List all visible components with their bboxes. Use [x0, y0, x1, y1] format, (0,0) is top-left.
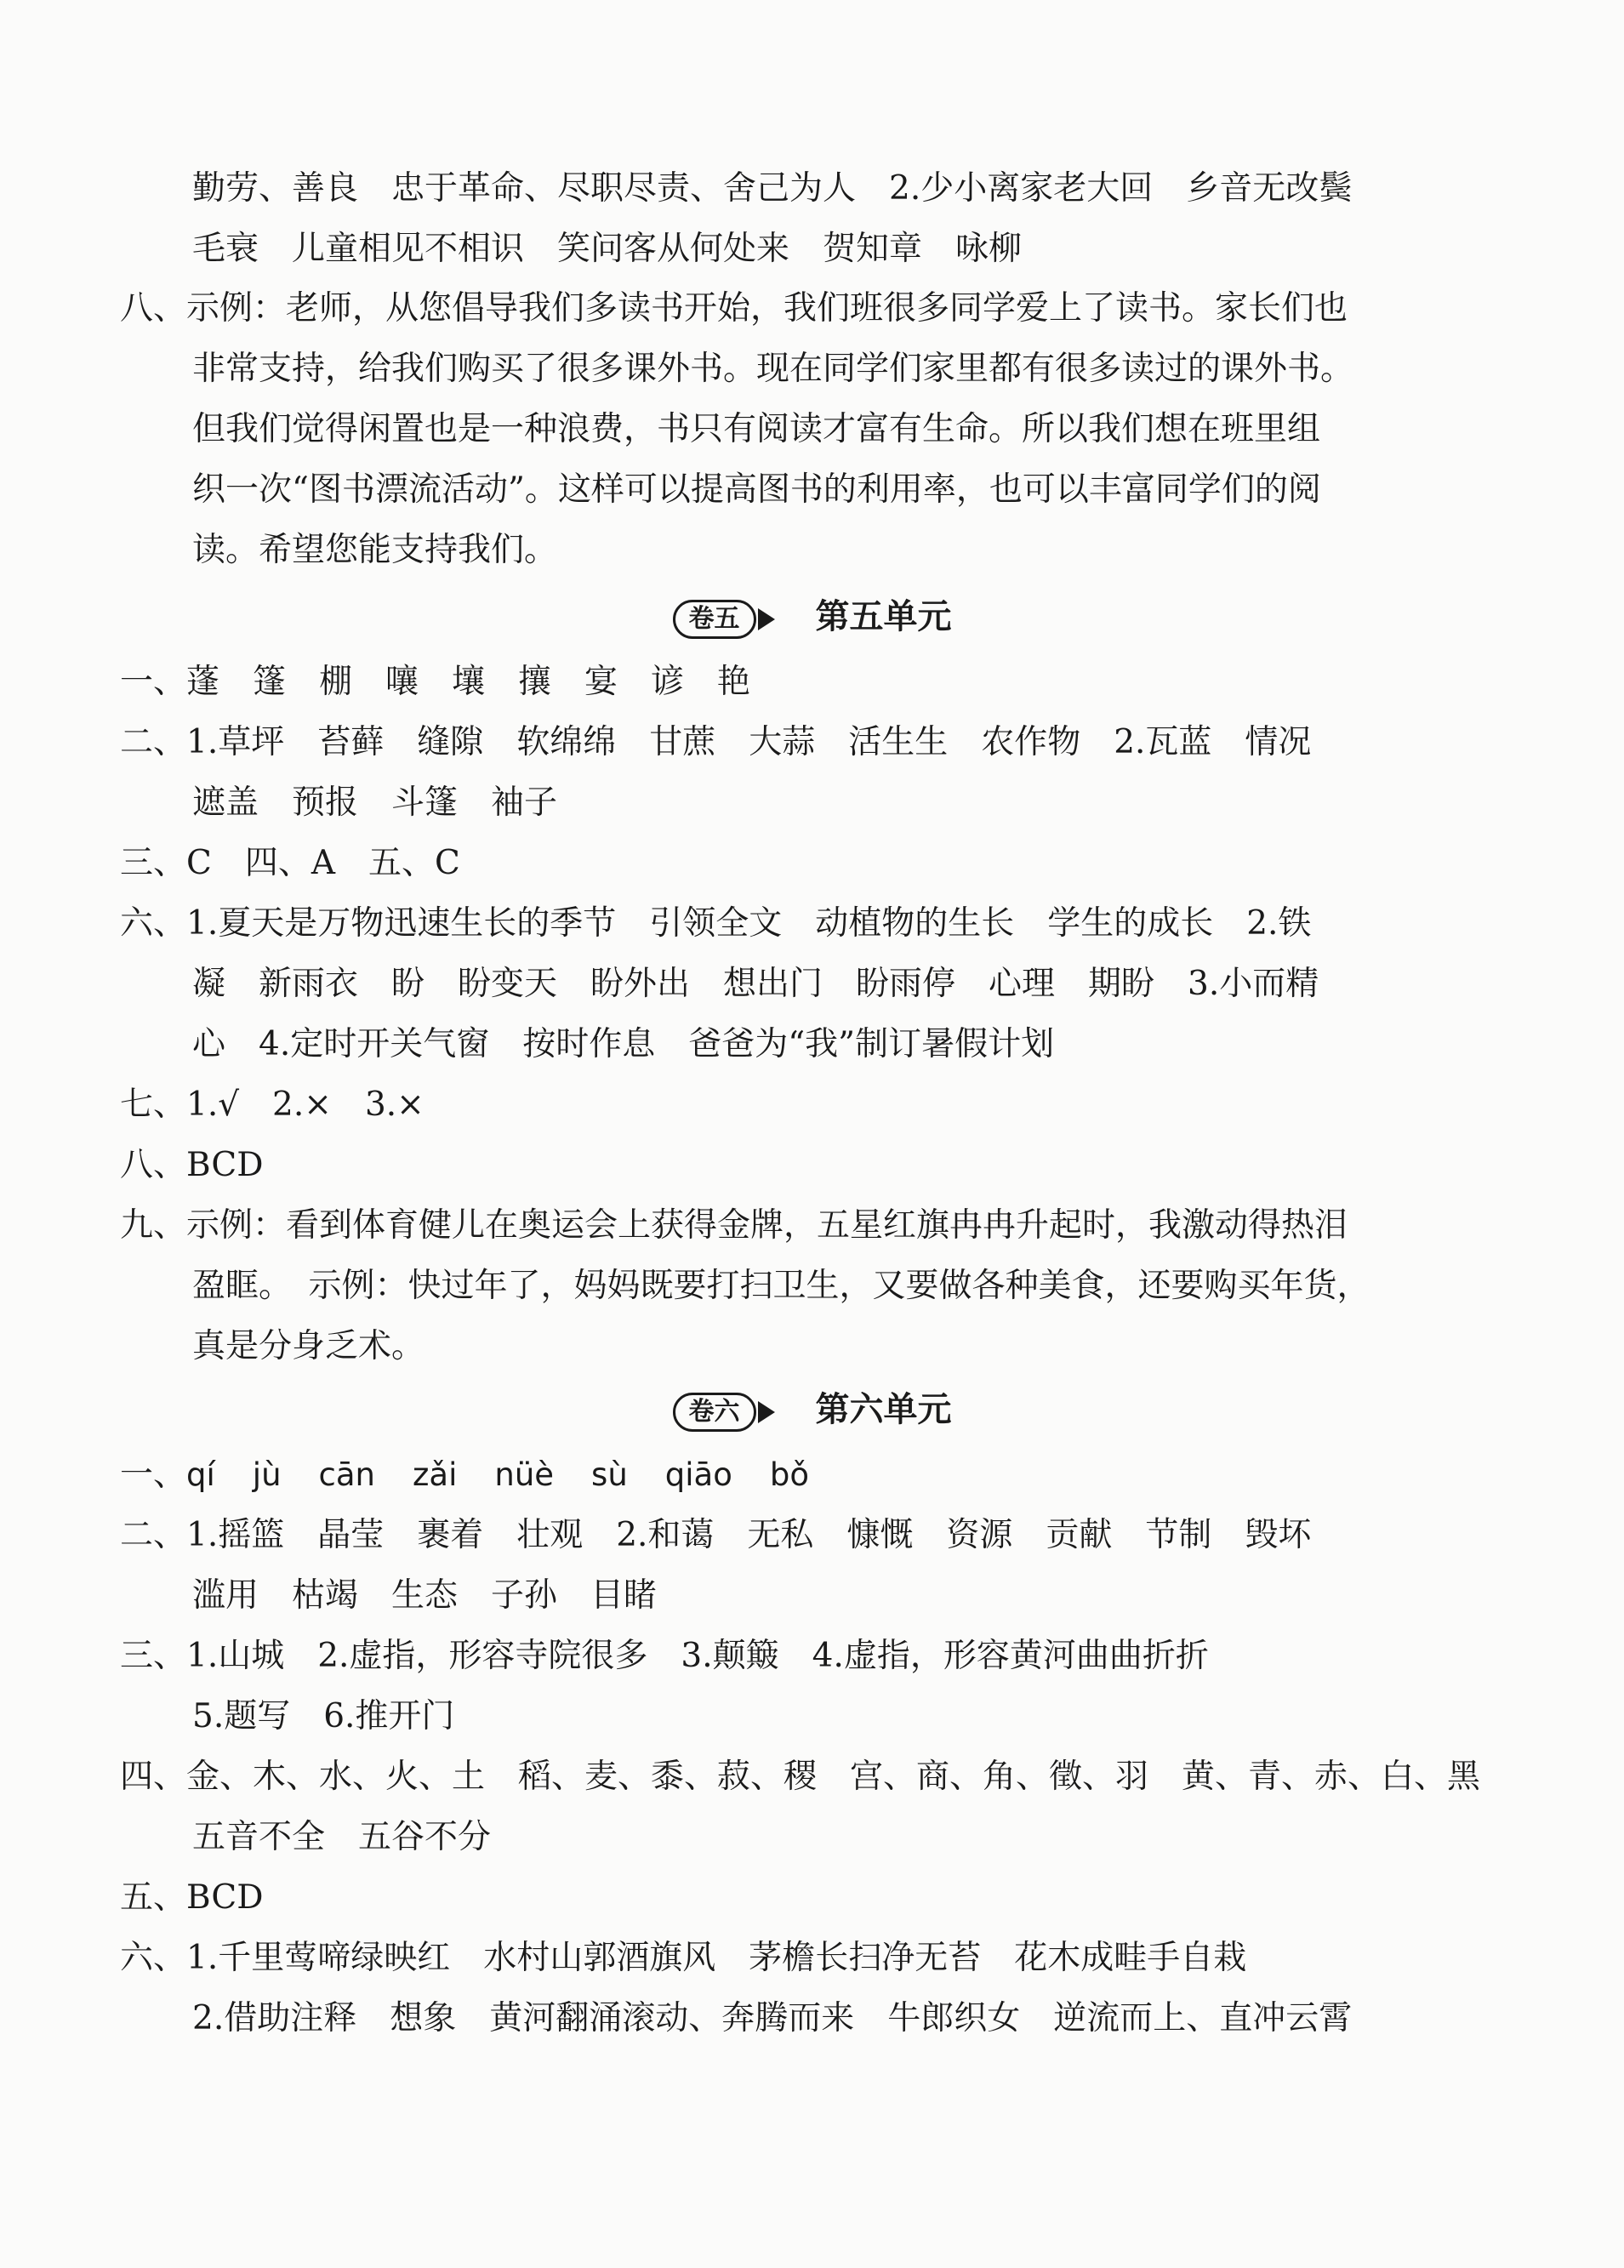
text-line: 四、金、木、水、火、土 稻、麦、黍、菽、稷 宫、商、角、徵、羽 黄、青、赤、白、黑 — [120, 1758, 1481, 1796]
text-line: 九、示例：看到体育健儿在奥运会上获得金牌，五星红旗冉冉升起时，我激动得热泪 — [120, 1206, 1348, 1245]
badge-label: 卷六 — [673, 1393, 756, 1432]
pinyin-word: qiāo — [664, 1456, 732, 1493]
unit-6-title: 第六单元 — [815, 1389, 952, 1429]
unit-5-header — [0, 591, 1624, 642]
pinyin-word: qí — [186, 1456, 215, 1493]
text-line: 八、BCD — [120, 1146, 264, 1184]
pinyin-word: cān — [318, 1456, 375, 1493]
unit-5-badge — [673, 600, 775, 639]
pinyin-word: nüè — [494, 1456, 555, 1493]
text-line: 六、1.夏天是万物迅速生长的季节 引领全文 动植物的生长 学生的成长 2.铁 — [120, 904, 1312, 943]
text-line: 5.题写 6.推开门 — [192, 1697, 455, 1735]
text-line: 二、1.摇篮 晶莹 裹着 壮观 2.和蔼 无私 慷慨 资源 贡献 节制 毁坏 — [120, 1516, 1312, 1554]
text-line: 五、BCD — [120, 1878, 264, 1917]
text-line: 织一次“图书漂流活动”。这样可以提高图书的利用率，也可以丰富同学们的阅 — [192, 470, 1321, 509]
text-line: 遮盖 预报 斗篷 袖子 — [192, 784, 558, 822]
text-line: 六、1.千里莺啼绿映红 水村山郭酒旗风 茅檐长扫净无苔 花木成畦手自栽 — [120, 1939, 1247, 1977]
pinyin-word: bǒ — [769, 1456, 809, 1493]
pinyin-word: sù — [591, 1456, 628, 1493]
text-line: 五音不全 五谷不分 — [192, 1818, 492, 1856]
text-line: 二、1.草坪 苔藓 缝隙 软绵绵 甘蔗 大蒜 活生生 农作物 2.瓦蓝 情况 — [120, 723, 1312, 761]
badge-label: 卷五 — [673, 600, 756, 639]
text-line: 三、1.山城 2.虚指，形容寺院很多 3.颠簸 4.虚指，形容黄河曲曲折折 — [120, 1637, 1209, 1675]
text-line: 2.借助注释 想象 黄河翻涌滚动、奔腾而来 牛郎织女 逆流而上、直冲云霄 — [192, 1999, 1353, 2037]
pinyin-word: zǎi — [413, 1456, 458, 1493]
pinyin-word: jù — [252, 1456, 282, 1493]
arrow-icon — [758, 608, 775, 630]
text-line: 八、示例：老师，从您倡导我们多读书开始，我们班很多同学爱上了读书。家长们也 — [120, 289, 1348, 328]
text-line: 勤劳、善良 忠于革命、尽职尽责、舍己为人 2.少小离家老大回 乡音无改鬓 — [192, 169, 1353, 208]
text-line: 非常支持，给我们购买了很多课外书。现在同学们家里都有很多读过的课外书。 — [192, 350, 1354, 388]
text-line: 七、1.√ 2.× 3.× — [120, 1086, 425, 1124]
text-line: 真是分身乏术。 — [192, 1327, 425, 1365]
text-line: 但我们觉得闲置也是一种浪费，书只有阅读才富有生命。所以我们想在班里组 — [192, 410, 1321, 448]
text-line: 读。希望您能支持我们。 — [192, 531, 558, 569]
unit-5-title: 第五单元 — [815, 596, 952, 636]
text-line: 一、蓬 篷 棚 嚷 壤 攘 宴 谚 艳 — [120, 663, 751, 701]
unit-6-badge — [673, 1393, 775, 1432]
text-line: 凝 新雨衣 盼 盼变天 盼外出 想出门 盼雨停 心理 期盼 3.小而精 — [192, 965, 1319, 1003]
unit-6-header — [0, 1384, 1624, 1435]
text-line: 滥用 枯竭 生态 子孙 目睹 — [192, 1576, 658, 1615]
text-line: 毛衰 儿童相见不相识 笑问客从何处来 贺知章 咏柳 — [192, 230, 1023, 268]
arrow-icon — [758, 1401, 775, 1423]
text-line: 三、C 四、A 五、C — [120, 844, 460, 882]
text-line: 盈眶。 示例：快过年了，妈妈既要打扫卫生，又要做各种美食，还要购买年货， — [192, 1267, 1370, 1305]
item-number: 一、 — [120, 1456, 187, 1494]
text-line: 心 4.定时开关气窗 按时作息 爸爸为“我”制订暑假计划 — [192, 1025, 1055, 1063]
pinyin-line — [0, 1454, 1624, 1496]
